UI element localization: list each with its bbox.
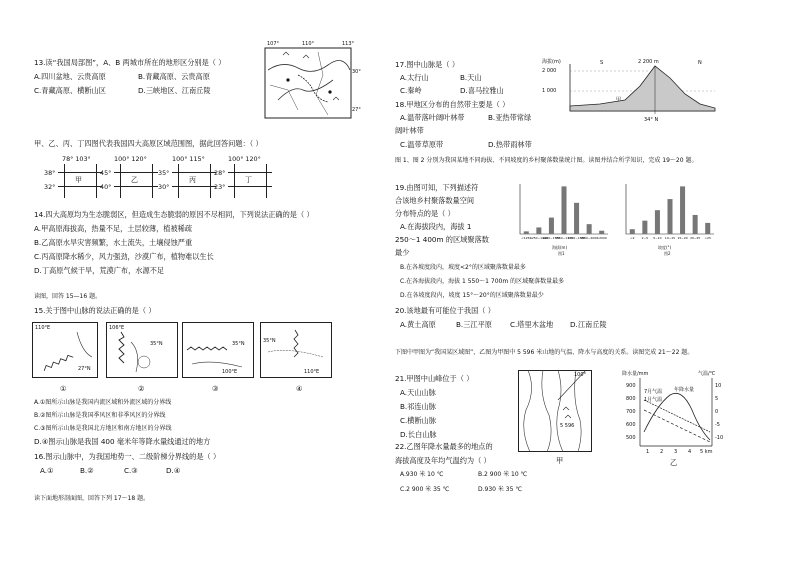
q18-opt-c[interactable]: C.温带草原带 (400, 140, 444, 149)
bar-chart-2-xlabel: 坡度(°) (658, 245, 672, 250)
q13-map (258, 40, 361, 120)
altitude-chart-bar-0 (524, 231, 529, 234)
q18-opt-b[interactable]: B.亚热带常绿 (488, 113, 532, 122)
q16-stem: 16.图示山脉中，为我国地势一、二级阶梯分界线的是（ ） (34, 452, 221, 461)
slope-chart-bar-6 (705, 223, 710, 234)
q22-opt-b[interactable]: B.2 900 米 10 ℃ (478, 471, 528, 478)
altitude-chart-bar-1 (536, 227, 541, 234)
grid-bing-lat1: 35° (158, 169, 170, 177)
q19-opt-d[interactable]: D.在各坡度段内，坡度 15°～20°的区域聚落数量最少 (400, 292, 544, 299)
intro-15: 读图，回答 15—16 题。 (34, 293, 102, 300)
q18-opt-a[interactable]: A.温带落叶阔叶林带 (400, 113, 465, 122)
q17-opt-a[interactable]: A.太行山 (400, 73, 429, 82)
q15-opt-d[interactable]: D.④图示山脉是我国 400 毫米年等降水量线通过的地方 (34, 437, 211, 446)
q19-stem-3: 分布特点的是（ ） (395, 209, 455, 218)
slope-chart-bar-1 (642, 221, 647, 234)
slope-chart-bar-2 (655, 210, 660, 234)
q13-opt-c[interactable]: C.青藏高原、横断山区 (34, 86, 106, 95)
slope-chart-tick-4: 15~20 (677, 236, 688, 240)
climate-tick-r2: 0 (715, 409, 719, 415)
q21-opt-b[interactable]: B.祁连山脉 (400, 402, 436, 411)
q13-map-lbl-107: 107° (267, 41, 280, 47)
profile-lat: 34° N (644, 117, 659, 123)
q20-opt-a[interactable]: A.黄土高原 (400, 320, 436, 329)
q19-opt-c[interactable]: C.在各海拔段内，海拔 1 550～1 700m 的区域聚落数量最多 (400, 278, 565, 285)
climate-tick-x0: 1 (646, 449, 650, 455)
map-jia-deg: 100° (574, 372, 587, 378)
map1-lbl-lon: 110°E (35, 325, 51, 331)
q20-opt-b[interactable]: B.三江平原 (456, 320, 492, 329)
q13-map-lbl-113: 113° (342, 41, 355, 47)
q18-opt-b2: 阔叶林带 (395, 126, 424, 135)
slope-chart-tick-6: >25 (704, 236, 711, 240)
q18-opt-d[interactable]: D.热带雨林带 (488, 140, 532, 149)
slope-chart-tick-0: <2 (630, 236, 635, 240)
q20-opt-c[interactable]: C.塔里木盆地 (510, 320, 554, 329)
climate-tick-x1: 2 (660, 449, 664, 455)
q20-stem: 20.该地最有可能位于我国（ ） (395, 306, 495, 315)
grid-jia-lat1: 38° (44, 169, 56, 177)
map4-num: ④ (296, 384, 303, 393)
grid-ding-top: 100° 120° (228, 155, 261, 163)
climate-tick-r0: 10 (715, 383, 722, 389)
altitude-chart-tick-3: 1550~1700 (555, 236, 573, 240)
q22-stem-1: 22.乙图年降水量最多的地点的 (395, 442, 493, 451)
altitude-chart-tick-2: 1400~1550 (542, 236, 561, 240)
q14-opt-d[interactable]: D.丁高原气候干旱，荒漠广布，水源不足 (34, 266, 165, 275)
terrain-profile (540, 56, 720, 126)
q19-opt-b[interactable]: B.在各坡度段内，坡度<2°的区域聚落数量最多 (400, 264, 526, 271)
grid-yi-lat1: 45° (100, 169, 112, 177)
q22-opt-d[interactable]: D.930 米 35 ℃ (478, 486, 523, 493)
slope-chart-bar-0 (630, 229, 635, 234)
grid-ding-name: 丁 (245, 176, 252, 184)
profile-y2000: 2 000 (542, 68, 557, 74)
mountain-map-2 (106, 322, 178, 378)
q16-opt-c[interactable]: C.③ (124, 466, 138, 475)
altitude-chart-bar-3 (561, 186, 566, 234)
map3-lbl-lat: 35°N (232, 341, 245, 347)
climate-tick-r1: 5 (715, 396, 719, 402)
q19-opt-a1[interactable]: A.在海拔段内，海拔 1 (400, 222, 472, 231)
q13-map-lbl-30: 30° (352, 69, 361, 75)
grid-bing-lat2: 30° (158, 183, 170, 191)
intro-21: 下图中甲图为“我国某区域图”，乙图为甲图中 5 596 米山地的气温、降水与高度的关系。读图完成 21～22 题。 (395, 349, 694, 356)
map4-lbl-lon: 110°E (304, 369, 320, 375)
profile-y1000: 1 000 (542, 88, 557, 94)
altitude-chart-bar-6 (599, 231, 604, 234)
climate-legend-jan: 1月气温 (644, 397, 663, 403)
q16-opt-b[interactable]: B.② (80, 466, 94, 475)
climate-tick-x2: 3 (674, 449, 678, 455)
grid-bing-name: 丙 (189, 176, 196, 184)
q13-opt-b[interactable]: B.青藏高原、云贵高原 (138, 72, 210, 81)
map4-lbl-lat: 35°N (263, 338, 276, 344)
grid-ding-lat1: 28° (214, 169, 226, 177)
slope-chart-tick-5: 20~25 (690, 236, 701, 240)
grid-jia-top: 78° 103° (62, 155, 91, 163)
grid-bing-top: 100° 115° (172, 155, 205, 163)
slope-chart-bar-5 (693, 215, 698, 234)
altitude-chart-bar-4 (574, 203, 579, 234)
map1-num: ① (60, 384, 67, 393)
bar-chart-2-caption: 图2 (664, 251, 671, 256)
q22-stem-2: 海拔高度及年均气温约为（ ） (395, 456, 491, 465)
grid-jia-name: 甲 (75, 176, 82, 184)
climate-legend-precip: 年降水量 (674, 387, 695, 393)
q16-opt-a[interactable]: A.① (40, 466, 54, 475)
intro-19: 图 1、图 2 分别为我国某地不同海拔、不同坡度的乡村聚落数量统计图。读图并结合所学知识，完成 19～20 题。 (395, 157, 698, 164)
altitude-chart-tick-1: 1250~1400 (529, 236, 548, 240)
q18-stem: 18.甲地区分布的自然带主要是（ ） (395, 100, 510, 109)
grid-jia-lat2: 32° (44, 183, 56, 191)
map3-num: ③ (212, 384, 219, 393)
climate-tick-l1: 800 (626, 396, 636, 402)
profile-jia: 甲 (616, 97, 622, 103)
climate-tick-r4: -10 (715, 435, 724, 441)
profile-s: S (600, 60, 604, 66)
mountain-map-1 (32, 322, 98, 378)
q15-stem: 15.关于图中山脉的说法正确的是（ ） (34, 306, 156, 315)
climate-legend-july: 7月气温 (644, 389, 663, 395)
q15-opt-a[interactable]: A.①图所示山脉是我国内流区域和外流区域的分界线 (34, 399, 172, 406)
climate-tick-r3: -5 (715, 422, 720, 428)
bar-chart-altitude (512, 178, 612, 258)
intro-17: 读下面地形剖面图，回答下列 17～18 题。 (34, 495, 150, 502)
map2-lbl-lat: 35°N (150, 341, 163, 347)
map1-lbl-lat: 27°N (78, 366, 91, 372)
q17-opt-c[interactable]: C.秦岭 (400, 86, 422, 95)
climate-ylabel-right: 气温/℃ (698, 371, 716, 377)
mountain-map-4 (260, 322, 332, 378)
grid-yi-name: 乙 (131, 176, 138, 184)
altitude-chart-tick-6: >2000 (596, 236, 607, 240)
altitude-chart-tick-5: 1850~2000 (580, 236, 599, 240)
map-jia-peak: 5 596 (560, 423, 575, 429)
altitude-chart-bar-2 (549, 218, 554, 234)
map2-lbl-lon: 106°E (109, 325, 125, 331)
q21-stem: 21.甲图中山峰位于（ ） (395, 374, 474, 383)
climate-tick-x3: 4 (688, 449, 692, 455)
climate-tick-x4: 5 km (700, 449, 713, 455)
q20-opt-d[interactable]: D.江南丘陵 (570, 320, 607, 329)
q13-stem: 13.读“我国局部图”，A、B 两城市所在的地形区分别是（ ） (34, 58, 226, 67)
profile-ylabel: 海拔(m) (542, 59, 561, 65)
climate-tick-l3: 600 (626, 422, 636, 428)
grid-yi-top: 100° 120° (114, 155, 147, 163)
q21-opt-c[interactable]: C.横断山脉 (400, 416, 437, 425)
q17-stem: 17.图中山脉是（ ） (395, 60, 460, 69)
bar-chart-slope (618, 178, 718, 258)
climate-tick-l0: 900 (626, 383, 636, 389)
q19-opt-a2: 250～1 400m 的区域聚落数 (395, 235, 489, 244)
q17-opt-d[interactable]: D.喜马拉雅山 (460, 86, 504, 95)
q21-opt-a[interactable]: A.天山山脉 (400, 388, 436, 397)
q22-opt-a[interactable]: A.930 米 10 ℃ (400, 471, 444, 478)
q19-opt-a3: 最少 (395, 248, 410, 257)
map2-num: ② (138, 384, 145, 393)
bar-chart-1-caption: 图1 (558, 251, 565, 256)
slope-chart-tick-2: 5~10 (653, 236, 662, 240)
slope-chart-tick-1: 2~5 (641, 236, 649, 240)
plateau-intro: 甲、乙、丙、丁四图代表我国四大高原区域范围图，据此回答问题：（ ） (34, 139, 263, 148)
grid-yi-lat2: 40° (100, 183, 112, 191)
q16-opt-d[interactable]: D.④ (166, 466, 181, 475)
altitude-chart-bar-5 (587, 224, 592, 234)
q14-opt-c[interactable]: C.丙高原降水稀少，风力强劲，沙漠广布，植物难以生长 (34, 252, 214, 261)
map-jia (518, 370, 592, 452)
grid-ding-lat2: 23° (214, 183, 226, 191)
climate-tick-l4: 500 (626, 435, 636, 441)
climate-caption: 乙 (670, 458, 678, 467)
bar-chart-1-xlabel: 海拔(m) (552, 245, 568, 250)
q14-opt-a[interactable]: A.甲高原海拔高，热量不足，土层较薄，植被稀疏 (34, 224, 193, 233)
q14-stem: 14.四大高原均为生态脆弱区，但造成生态脆弱的原因不尽相同，下列说法正确的是（ ） (34, 210, 314, 219)
altitude-chart-tick-0: <1250 (521, 236, 532, 240)
q15-opt-c[interactable]: C.③图所示山脉是我国北方地区和南方地区的分界线 (34, 425, 172, 432)
q14-opt-b[interactable]: B.乙高原水旱灾害频繁，水土流失，土壤侵蚀严重 (34, 238, 193, 247)
slope-chart-bar-3 (667, 199, 672, 234)
q19-stem-2: 合该地乡村聚落数量空间 (395, 196, 475, 205)
q13-map-lbl-110: 110° (302, 41, 315, 47)
q22-opt-c[interactable]: C.2 900 米 35 ℃ (400, 486, 450, 493)
q13-opt-d[interactable]: D.三峡地区、江南丘陵 (138, 86, 211, 95)
slope-chart-tick-3: 10~15 (664, 236, 676, 240)
climate-chart (622, 370, 728, 466)
grid-ding (214, 155, 284, 200)
q21-opt-d[interactable]: D.长白山脉 (400, 430, 437, 439)
slope-chart-bar-4 (680, 186, 685, 234)
climate-ylabel-left: 降水量/mm (622, 371, 649, 377)
q15-opt-b[interactable]: B.②图所示山脉是我国季风区和非季风区的分界线 (34, 412, 166, 419)
mountain-map-3 (182, 322, 254, 378)
q19-stem-1: 19.由图可知，下列描述符 (395, 183, 479, 192)
q17-opt-b[interactable]: B.天山 (460, 73, 482, 82)
profile-n: N (698, 60, 702, 66)
climate-tick-l2: 700 (626, 409, 636, 415)
map3-lbl-lon: 100°E (222, 369, 238, 375)
q13-opt-a[interactable]: A.四川盆地、云贵高原 (34, 72, 106, 81)
profile-peak: 2 200 m (638, 59, 659, 65)
altitude-chart-tick-4: 1700~1850 (567, 236, 586, 240)
map-jia-caption: 甲 (556, 456, 564, 465)
q13-map-lbl-27: 27° (352, 107, 361, 113)
